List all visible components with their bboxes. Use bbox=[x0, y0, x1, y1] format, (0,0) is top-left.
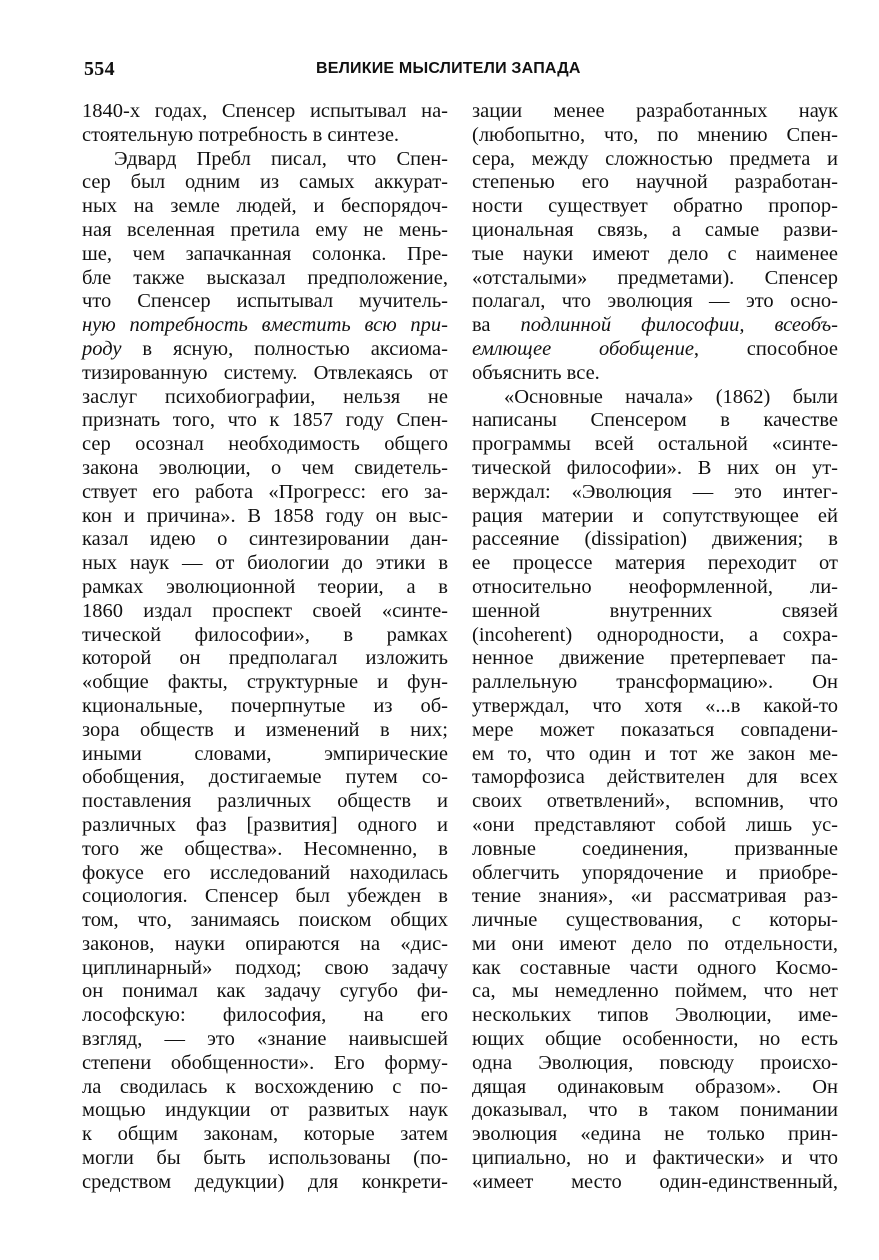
text-line: одна Эволюция, повсюду происхо- bbox=[472, 1051, 838, 1074]
text-line: могли бы быть использованы (по- bbox=[82, 1147, 448, 1170]
text-line: са, мы немедленно поймем, что нет bbox=[472, 980, 838, 1003]
text-line: что Спенсер испытывал мучитель- bbox=[82, 290, 448, 313]
text-line: доказывал, что в таком понимании bbox=[472, 1099, 838, 1122]
text-line: степенью его научной разработан- bbox=[472, 171, 838, 194]
text-line: стоятельную потребность в синтезе. bbox=[82, 123, 400, 146]
text-line: ных на земле людей, и беспорядоч- bbox=[82, 195, 448, 218]
text-line: утверждал, что хотя «...в какой-то bbox=[472, 694, 838, 717]
text-line: ше, чем запачканная солонка. Пре- bbox=[82, 242, 448, 265]
text-line: мере может показаться совпадени- bbox=[472, 718, 838, 741]
text-line: верждал: «Эволюция — это интег- bbox=[472, 480, 838, 503]
text-line: 1840-х годах, Спенсер испытывал на- bbox=[82, 100, 448, 122]
text-line: мощью индукции от развитых наук bbox=[82, 1099, 448, 1122]
text-line: ципиально, но и фактически» и что bbox=[472, 1147, 838, 1170]
text-line: «отсталыми» предметами). Спенсер bbox=[472, 266, 838, 289]
text-line: взгляд, — это «знание наивысшей bbox=[82, 1028, 448, 1051]
text-line: тической философии». В них он ут- bbox=[472, 456, 838, 479]
text-line: зора обществ и изменений в них; bbox=[82, 718, 448, 741]
page-header bbox=[84, 58, 828, 88]
text-line: дящая одинаковым образом». Он bbox=[472, 1075, 838, 1098]
text-line: того же общества». Несомненно, в bbox=[82, 837, 448, 860]
text-line: своих ответвлений», вспомнив, что bbox=[472, 790, 838, 813]
text-line: кон и причина». В 1858 году он выс- bbox=[82, 504, 448, 527]
text-line: ности существует обратно пропор- bbox=[472, 195, 838, 218]
text-line: ем то, что один и тот же закон ме- bbox=[472, 742, 838, 765]
text-line: закона эволюции, о чем свидетель- bbox=[82, 456, 448, 479]
text-line: личные существования, с которы- bbox=[472, 909, 838, 932]
text-line: нескольких типов Эволюции, име- bbox=[472, 1004, 838, 1027]
text-line: кциональные, почерпнутые из об- bbox=[82, 694, 448, 717]
running-title: ВЕЛИКИЕ МЫСЛИТЕЛИ ЗАПАДА bbox=[316, 60, 581, 77]
text-line: ных наук — от биологии до этики в bbox=[82, 552, 448, 575]
text-line: сер осознал необходимость общего bbox=[82, 433, 448, 456]
text-line: таморфозиса действителен для всех bbox=[472, 766, 838, 789]
left-text-column bbox=[82, 100, 448, 1195]
text-line: которой он предполагал изложить bbox=[82, 647, 448, 670]
text-line: циплинарный» подход; свою задачу bbox=[82, 956, 448, 979]
text-line: программы всей остальной «синте- bbox=[472, 433, 838, 456]
text-line: ствует его работа «Прогресс: его за- bbox=[82, 480, 448, 503]
text-line: ее процессе материя переходит от bbox=[472, 552, 838, 575]
text-line: средством дедукции) для конкрети- bbox=[82, 1170, 448, 1193]
text-line: сер был одним из самых аккурат- bbox=[82, 171, 448, 194]
text-line: емлющее обобщение, способное bbox=[472, 337, 838, 360]
text-line: тизированную систему. Отвлекаясь от bbox=[82, 361, 448, 384]
text-line: ла сводилась к восхождению с по- bbox=[82, 1075, 448, 1098]
text-line: (любопытно, что, по мнению Спен- bbox=[472, 123, 838, 146]
text-line: казал идею о синтезировании дан- bbox=[82, 528, 448, 551]
text-line: раллельную трансформацию». Он bbox=[472, 671, 838, 694]
text-line: к общим законам, которые затем bbox=[82, 1123, 448, 1146]
text-line: ненное движение претерпевает па- bbox=[472, 647, 838, 670]
text-line: зации менее разработанных наук bbox=[472, 100, 838, 122]
text-line: эволюция «едина не только прин- bbox=[472, 1123, 838, 1146]
text-line: тые науки имеют дело с наименее bbox=[472, 242, 838, 265]
text-line: он понимал как задачу сугубо фи- bbox=[82, 980, 448, 1003]
text-line: обобщения, достигаемые путем со- bbox=[82, 766, 448, 789]
text-line: (incoherent) однородности, а сохра- bbox=[472, 623, 838, 646]
text-line: ми они имеют дело по отдельности, bbox=[472, 932, 838, 955]
text-line: социология. Спенсер был убежден в bbox=[82, 885, 448, 908]
text-line: написаны Спенсером в качестве bbox=[472, 409, 838, 432]
text-line: ва подлинной философии, всеобъ- bbox=[472, 314, 838, 337]
text-line: роду в ясную, полностью аксиома- bbox=[82, 337, 448, 360]
page-number: 554 bbox=[84, 58, 115, 80]
text-line: относительно неоформленной, ли- bbox=[472, 575, 838, 598]
text-line: ную потребность вместить всю при- bbox=[82, 314, 448, 337]
text-line: ющих общие особенности, но есть bbox=[472, 1028, 838, 1051]
right-text-column bbox=[472, 100, 838, 1195]
text-line: фокусе его исследований находилась bbox=[82, 861, 448, 884]
text-line: «имеет место один-единственный, bbox=[472, 1170, 838, 1193]
text-line: тической философии», в рамках bbox=[82, 623, 448, 646]
text-line: полагал, что эволюция — это осно- bbox=[472, 290, 838, 313]
text-line: ловные соединения, призванные bbox=[472, 837, 838, 860]
text-line: рассеяние (dissipation) движения; в bbox=[472, 528, 838, 551]
text-line: лософскую: философия, на его bbox=[82, 1004, 448, 1027]
text-line: рация материи и сопутствующее ей bbox=[472, 504, 838, 527]
text-line: поставления различных обществ и bbox=[82, 790, 448, 813]
text-line: различных фаз [развития] одного и bbox=[82, 813, 448, 836]
text-line: степени обобщенности». Его форму- bbox=[82, 1051, 448, 1074]
text-line: циональная связь, а самые разви- bbox=[472, 218, 838, 241]
text-line: законов, науки опираются на «дис- bbox=[82, 932, 448, 955]
text-line: заслуг психобиографии, нельзя не bbox=[82, 385, 448, 408]
text-line: бле также высказал предположение, bbox=[82, 266, 448, 289]
text-line: рамках эволюционной теории, а в bbox=[82, 575, 448, 598]
text-line: как составные части одного Космо- bbox=[472, 956, 838, 979]
text-line: сера, между сложностью предмета и bbox=[472, 147, 838, 170]
text-line: Эдвард Пребл писал, что Спен- bbox=[114, 147, 448, 170]
text-line: тение знания», «и рассматривая раз- bbox=[472, 885, 838, 908]
text-line: ная вселенная претила ему не мень- bbox=[82, 218, 448, 241]
text-line: «Основные начала» (1862) были bbox=[504, 385, 838, 408]
text-line: «общие факты, структурные и фун- bbox=[82, 671, 448, 694]
text-line: признать того, что к 1857 году Спен- bbox=[82, 409, 448, 432]
text-line: иными словами, эмпирические bbox=[82, 742, 448, 765]
text-line: облегчить упорядочение и приобре- bbox=[472, 861, 838, 884]
text-line: объяснить все. bbox=[472, 361, 600, 384]
text-line: 1860 издал проспект своей «синте- bbox=[82, 599, 448, 622]
text-line: том, что, занимаясь поиском общих bbox=[82, 909, 448, 932]
text-line: шенной внутренних связей bbox=[472, 599, 838, 622]
text-line: «они представляют собой лишь ус- bbox=[472, 813, 838, 836]
